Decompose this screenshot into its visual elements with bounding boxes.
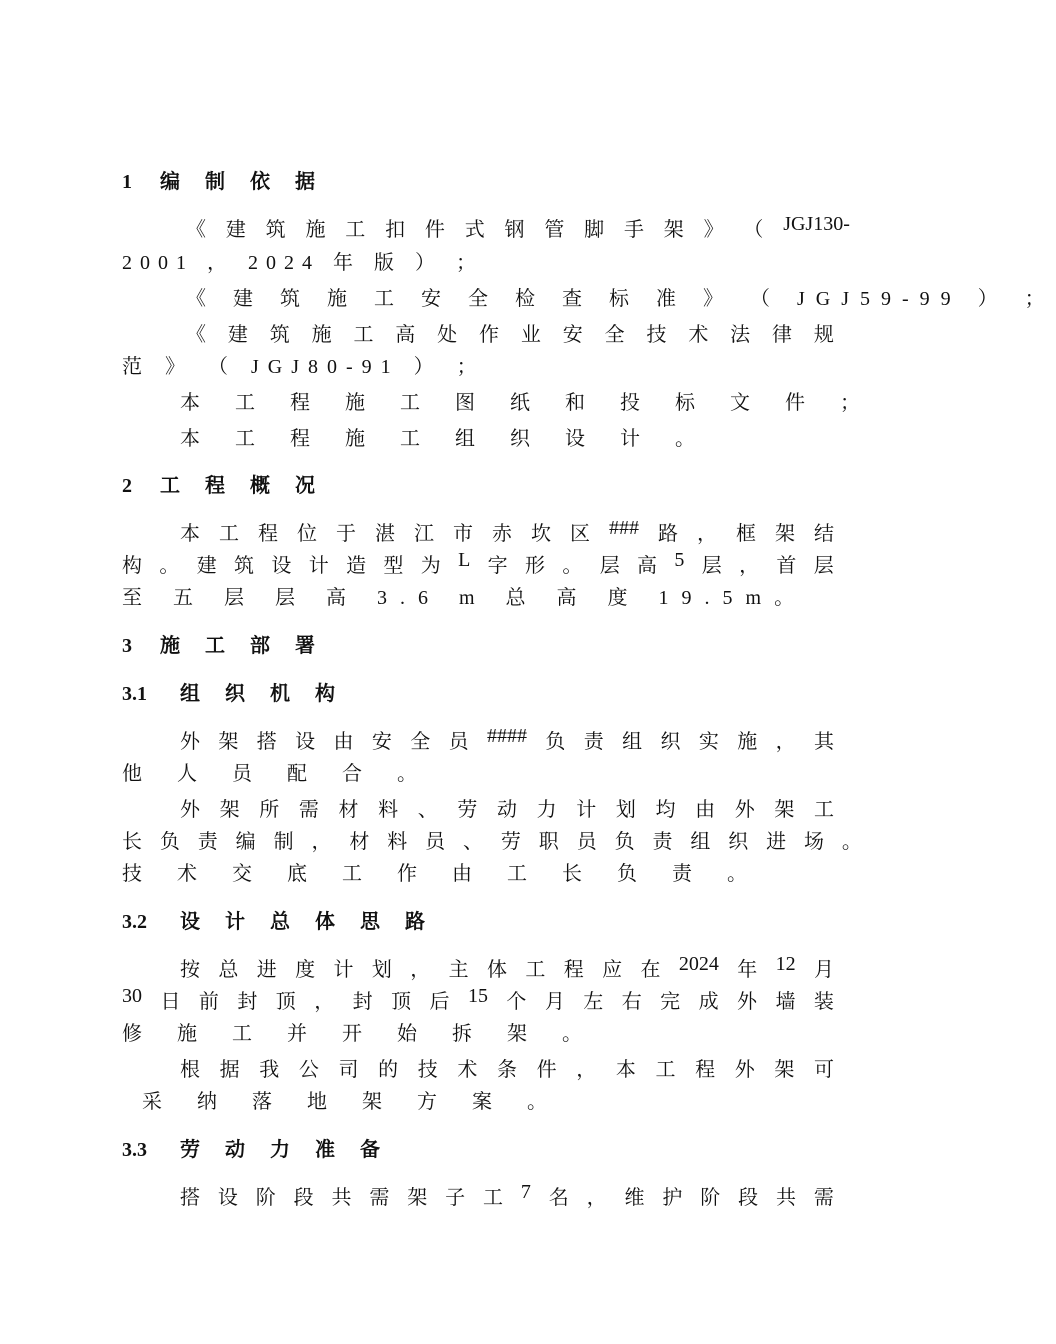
text-token: 层: [813, 555, 834, 577]
text-token: 其: [814, 731, 834, 753]
text-token: 封: [352, 991, 373, 1013]
text-token: 筑: [265, 219, 286, 241]
text-token: 材: [338, 799, 359, 821]
organization-p2-line-1: [180, 793, 834, 822]
text-token: 实: [698, 731, 719, 753]
text-token: 工: [345, 219, 366, 241]
text-token: 负: [545, 731, 566, 753]
text-token: 月: [814, 959, 834, 981]
text-token: 所: [259, 799, 280, 821]
text-token: 件: [536, 1059, 557, 1081]
text-token: 全: [604, 324, 625, 346]
design-p1-line-1: [180, 953, 834, 982]
section-title: 劳 动 力 准 备: [180, 1139, 390, 1161]
text-token: 根: [180, 1059, 200, 1081]
text-token: 月: [544, 991, 565, 1013]
text-token: 员: [425, 831, 446, 853]
text-token: 外: [734, 799, 755, 821]
text-token: 工: [353, 324, 374, 346]
text-token: 织: [660, 731, 681, 753]
text-token: 左: [583, 991, 604, 1013]
text-token: 施: [305, 219, 326, 241]
text-token: 需: [298, 799, 319, 821]
text-token: 段: [738, 1187, 759, 1209]
text-token: 阶: [255, 1187, 276, 1209]
design-p1-line-3: 修 施 工 并 开 始 拆 架 。: [122, 1023, 597, 1045]
text-token: 料: [387, 831, 408, 853]
text-token: 技: [417, 1059, 438, 1081]
text-token: 本: [180, 523, 200, 545]
text-token: 前: [198, 991, 219, 1013]
basis-item-3-line-2: 范 》 （ JGJ80-91 ） ；: [122, 356, 486, 378]
text-token: 外: [734, 1059, 755, 1081]
text-token: 路: [658, 523, 678, 545]
text-token: 位: [297, 523, 317, 545]
text-token: 程: [258, 523, 278, 545]
text-token: 式: [464, 219, 485, 241]
text-token: 。: [159, 555, 180, 577]
text-token: 坎: [531, 523, 551, 545]
basis-item-2: 《 建 筑 施 工 安 全 检 查 标 准 》 （ JGJ59-99 ） ；: [186, 288, 1056, 310]
design-p2-line-1: [180, 1053, 834, 1082]
text-token: 墙: [775, 991, 796, 1013]
text-token: ####: [487, 725, 527, 747]
overview-line-3: 至 五 层 层 高 3.6 m 总 高 度 19.5m。: [122, 587, 808, 609]
text-token: 术: [688, 324, 709, 346]
section-title: 工 程 概 况: [160, 475, 325, 497]
organization-p2-line-3: 技 术 交 底 工 作 由 工 长 负 责 。: [122, 863, 762, 885]
overview-line-2: [122, 549, 834, 578]
text-token: 5: [674, 549, 685, 571]
text-token: 度: [295, 959, 316, 981]
text-token: ###: [609, 517, 639, 539]
text-token: 织: [728, 831, 749, 853]
section-title: 组 织 机 构: [180, 683, 345, 705]
text-token: 可: [814, 1059, 834, 1081]
text-token: 均: [655, 799, 676, 821]
text-token: 搭: [256, 731, 277, 753]
text-token: 材: [349, 831, 370, 853]
text-token: 阶: [700, 1187, 721, 1209]
section-title: 编 制 依 据: [160, 171, 325, 193]
text-token: 层: [701, 555, 722, 577]
text-token: 技: [646, 324, 667, 346]
text-token: JGJ130-: [783, 213, 850, 235]
text-token: 需: [813, 1187, 834, 1209]
text-token: 设: [271, 555, 292, 577]
text-token: 设: [217, 1187, 238, 1209]
text-token: 高: [395, 324, 416, 346]
text-token: 场: [804, 831, 825, 853]
text-token: 。: [841, 831, 862, 853]
text-token: 架: [218, 731, 239, 753]
text-token: 为: [420, 555, 441, 577]
basis-item-1-line-1: [186, 213, 850, 242]
text-token: 负: [614, 831, 635, 853]
text-token: 日: [160, 991, 181, 1013]
text-token: 程: [563, 959, 584, 981]
text-token: 规: [813, 324, 834, 346]
section-title: 设 计 总 体 思 路: [180, 911, 435, 933]
text-token: 制: [273, 831, 294, 853]
text-token: 作: [479, 324, 500, 346]
text-token: 封: [237, 991, 258, 1013]
text-token: 的: [378, 1059, 399, 1081]
text-token: 结: [814, 523, 834, 545]
text-token: 钢: [504, 219, 525, 241]
text-token: 安: [371, 731, 392, 753]
text-token: 筑: [269, 324, 290, 346]
text-token: 律: [772, 324, 793, 346]
text-token: 进: [766, 831, 787, 853]
text-token: 段: [293, 1187, 314, 1209]
text-token: 层: [599, 555, 620, 577]
text-token: 右: [621, 991, 642, 1013]
text-token: 工: [655, 1059, 676, 1081]
text-token: 工: [525, 959, 546, 981]
text-token: 全: [410, 731, 431, 753]
basis-item-3-line-1: [186, 318, 834, 347]
text-token: 力: [536, 799, 557, 821]
text-token: 计: [333, 959, 354, 981]
text-token: 计: [308, 555, 329, 577]
text-token: 、: [463, 831, 484, 853]
text-token: 高: [637, 555, 658, 577]
basis-item-4: 本 工 程 施 工 图 纸 和 投 标 文 件 ；: [180, 392, 875, 414]
text-token: 、: [417, 799, 438, 821]
text-token: 工: [483, 1187, 503, 1209]
text-token: 搭: [180, 1187, 200, 1209]
text-token: 建: [225, 219, 246, 241]
text-token: 划: [615, 799, 636, 821]
text-token: 名: [548, 1187, 569, 1209]
text-token: 区: [570, 523, 590, 545]
text-token: 15: [467, 985, 488, 1007]
text-token: 架: [774, 799, 795, 821]
organization-p1-line-1: [180, 725, 834, 754]
text-token: 2024: [678, 953, 719, 975]
text-token: 护: [662, 1187, 683, 1209]
text-token: 12: [775, 953, 796, 975]
text-token: 后: [429, 991, 450, 1013]
text-token: ，: [697, 523, 717, 545]
text-token: 形: [525, 555, 545, 577]
section-number: 2: [122, 475, 132, 497]
text-token: 架: [775, 523, 795, 545]
text-token: ，: [314, 991, 335, 1013]
text-token: 计: [576, 799, 597, 821]
text-token: 料: [378, 799, 399, 821]
text-token: 按: [180, 959, 200, 981]
text-token: 于: [336, 523, 356, 545]
text-token: 我: [259, 1059, 280, 1081]
text-token: 本: [615, 1059, 636, 1081]
text-token: 责: [197, 831, 218, 853]
text-token: 维: [624, 1187, 645, 1209]
design-p2-line-2: 采 纳 落 地 架 方 案 。: [142, 1091, 562, 1113]
text-token: 术: [457, 1059, 478, 1081]
text-token: 型: [383, 555, 404, 577]
text-token: 业: [520, 324, 541, 346]
organization-p1-line-2: 他 人 员 配 合 。: [122, 763, 432, 785]
text-token: 共: [776, 1187, 796, 1209]
text-token: 《: [186, 219, 206, 241]
text-token: 由: [695, 799, 716, 821]
text-token: 手: [623, 219, 644, 241]
text-token: 顶: [391, 991, 412, 1013]
section-heading-3-3: [122, 1133, 390, 1162]
text-token: ，: [586, 1187, 607, 1209]
text-token: 架: [407, 1187, 428, 1209]
text-token: 江: [414, 523, 434, 545]
text-token: 长: [122, 831, 142, 853]
text-token: 司: [338, 1059, 359, 1081]
text-token: 子: [445, 1187, 466, 1209]
text-token: 劳: [457, 799, 478, 821]
text-token: 责: [583, 731, 604, 753]
overview-line-1: [180, 517, 834, 546]
text-token: 顶: [275, 991, 296, 1013]
basis-item-5: 本 工 程 施 工 组 织 设 计 。: [180, 428, 710, 450]
text-token: 据: [219, 1059, 240, 1081]
text-token: 建: [196, 555, 217, 577]
text-token: 7: [520, 1181, 531, 1203]
text-token: 体: [487, 959, 507, 981]
text-token: 。: [562, 555, 583, 577]
text-token: 员: [576, 831, 597, 853]
text-token: 条: [497, 1059, 517, 1081]
text-token: 建: [227, 324, 248, 346]
text-token: ，: [739, 555, 760, 577]
text-token: 由: [333, 731, 354, 753]
section-number: 1: [122, 171, 132, 193]
section-number: 3.1: [122, 683, 147, 705]
text-token: 公: [298, 1059, 319, 1081]
section-heading-2: [122, 469, 325, 498]
text-token: 个: [506, 991, 527, 1013]
organization-p2-line-2: [122, 825, 862, 854]
text-token: 造: [346, 555, 367, 577]
text-token: 职: [538, 831, 559, 853]
text-token: 筑: [234, 555, 255, 577]
text-token: 架: [774, 1059, 795, 1081]
text-token: （: [743, 219, 764, 241]
text-token: 共: [331, 1187, 352, 1209]
text-token: 工: [814, 799, 834, 821]
text-token: ，: [311, 831, 332, 853]
text-token: 施: [311, 324, 332, 346]
text-token: 组: [690, 831, 711, 853]
section-heading-3-2: [122, 905, 435, 934]
text-token: 在: [640, 959, 661, 981]
text-token: 处: [437, 324, 458, 346]
text-token: 装: [813, 991, 834, 1013]
text-token: 员: [448, 731, 469, 753]
text-token: 工: [219, 523, 239, 545]
text-token: ，: [576, 1059, 597, 1081]
text-token: ，: [775, 731, 796, 753]
text-token: 应: [602, 959, 623, 981]
section-number: 3.2: [122, 911, 147, 933]
text-token: 负: [159, 831, 180, 853]
text-token: 外: [737, 991, 757, 1013]
text-token: 件: [424, 219, 445, 241]
text-token: 架: [219, 799, 240, 821]
text-token: 市: [453, 523, 473, 545]
labor-p1-line-1: [180, 1181, 834, 1210]
text-token: 施: [737, 731, 758, 753]
basis-item-1-line-2: 2001 ， 2024 年 版 ） ；: [122, 252, 484, 274]
text-token: 进: [256, 959, 277, 981]
text-token: 动: [497, 799, 517, 821]
text-token: 年: [737, 959, 758, 981]
section-heading-3: [122, 629, 325, 658]
design-p1-line-2: [122, 985, 834, 1014]
text-token: 编: [235, 831, 256, 853]
text-token: 组: [622, 731, 643, 753]
text-token: 完: [660, 991, 681, 1013]
text-token: 程: [695, 1059, 716, 1081]
text-token: 需: [369, 1187, 390, 1209]
section-heading-3-1: [122, 677, 345, 706]
text-token: 成: [698, 991, 719, 1013]
text-token: 构: [122, 555, 142, 577]
text-token: 主: [448, 959, 469, 981]
section-number: 3: [122, 635, 132, 657]
text-token: 安: [562, 324, 583, 346]
text-token: ，: [410, 959, 431, 981]
text-token: 责: [652, 831, 673, 853]
text-token: 划: [371, 959, 392, 981]
text-token: 外: [180, 731, 200, 753]
text-token: 总: [218, 959, 239, 981]
text-token: 脚: [584, 219, 605, 241]
text-token: 《: [186, 324, 206, 346]
text-token: 设: [295, 731, 316, 753]
text-token: 》: [703, 219, 724, 241]
section-heading-1: [122, 165, 325, 194]
section-number: 3.3: [122, 1139, 147, 1161]
text-token: 管: [544, 219, 565, 241]
text-token: 字: [487, 555, 508, 577]
text-token: 30: [122, 985, 142, 1007]
text-token: 劳: [500, 831, 521, 853]
section-title: 施 工 部 署: [160, 635, 325, 657]
text-token: 扣: [385, 219, 406, 241]
text-token: 法: [730, 324, 751, 346]
text-token: 赤: [492, 523, 512, 545]
text-token: 架: [663, 219, 684, 241]
text-token: 外: [180, 799, 200, 821]
text-token: 框: [736, 523, 756, 545]
text-token: 湛: [375, 523, 395, 545]
text-token: L: [458, 549, 471, 571]
text-token: 首: [776, 555, 797, 577]
